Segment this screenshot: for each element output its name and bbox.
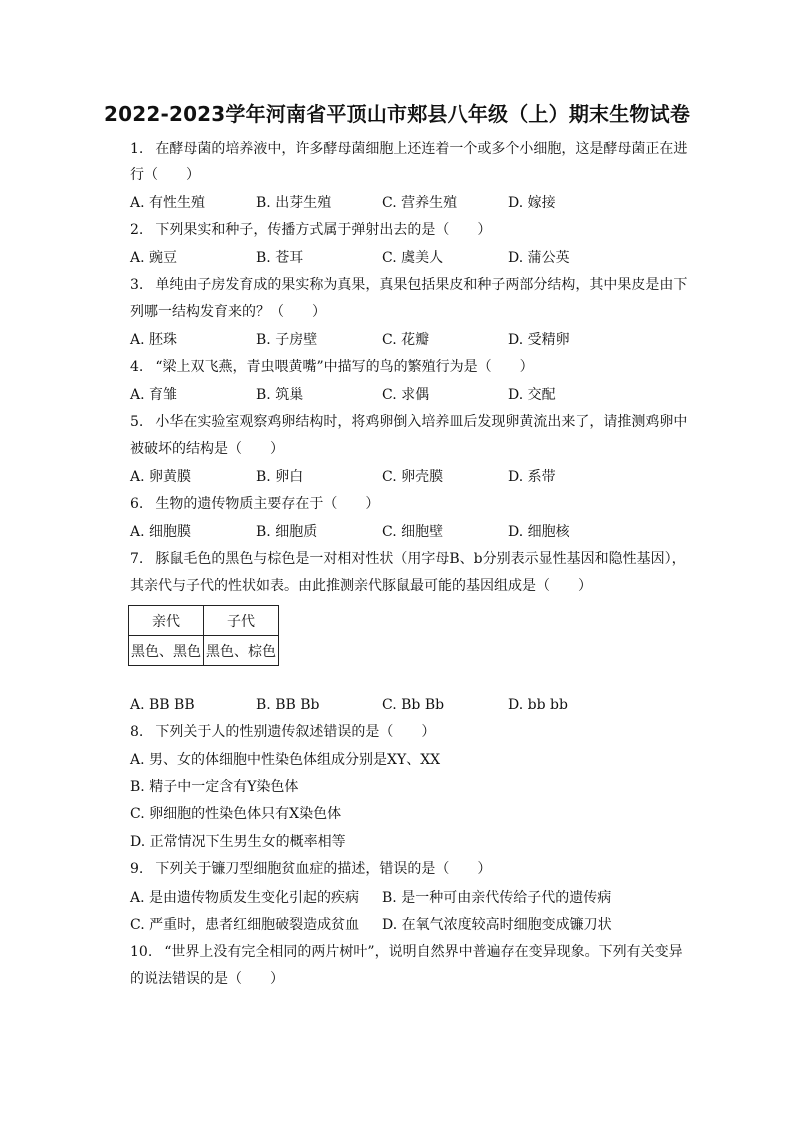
option-c: C. 卵细胞的性染色体只有X染色体: [130, 806, 342, 822]
question-text-line: 小华在实验室观察鸡卵结构时，将鸡卵倒入培养皿后发现卵黄流出来了，请推测鸡卵中: [155, 414, 688, 430]
option-b: B. 筑巢: [256, 387, 304, 403]
option-c: C. 细胞壁: [382, 524, 444, 540]
option-d: D. 嫁接: [508, 195, 556, 211]
question-5: [130, 413, 687, 431]
option-a: A. 有性生殖: [130, 195, 206, 211]
question-text-line: “梁上双飞燕，青虫喂黄嘴”中描写的鸟的繁殖行为是（ ）: [155, 359, 534, 375]
table-header-cell: 亲代: [129, 606, 204, 636]
option-b: B. 是一种可由亲代传给子代的遗传病: [382, 890, 612, 906]
option-d: D. 蒲公英: [508, 250, 570, 266]
option-a: A. 是由遗传物质发生变化引起的疾病: [130, 890, 360, 906]
question-number: 3.: [130, 277, 144, 293]
option-c: C. 营养生殖: [382, 195, 458, 211]
option-c: C. 花瓣: [382, 332, 430, 348]
option-c: C. 卵壳膜: [382, 469, 444, 485]
question-text-line: 下列果实和种子，传播方式属于弹射出去的是（ ）: [155, 222, 492, 238]
question-6: [130, 495, 379, 513]
table-header-cell: 子代: [204, 606, 279, 636]
question-text-line: 豚鼠毛色的黑色与棕色是一对相对性状（用字母B、b分别表示显性基因和隐性基因），: [155, 551, 686, 567]
option-b: B. 子房壁: [256, 332, 318, 348]
option-b: B. 精子中一定含有Y染色体: [130, 779, 299, 795]
option-a: A. 细胞膜: [130, 524, 192, 540]
table-cell: 黑色、黑色: [129, 636, 204, 666]
option-a: A. 男、女的体细胞中性染色体组成分别是XY、XX: [130, 752, 441, 768]
option-d: D. 正常情况下生男生女的概率相等: [130, 834, 346, 850]
question-number: 10.: [130, 944, 153, 960]
trait-table: [128, 605, 279, 666]
question-8: [130, 723, 435, 741]
question-1: [130, 140, 687, 158]
question-number: 6.: [130, 496, 144, 512]
option-a: A. 育雏: [130, 387, 178, 403]
question-7: [130, 550, 686, 568]
question-text-line: 列哪一结构发育来的？（ ）: [130, 304, 326, 320]
question-number: 1.: [130, 141, 144, 157]
option-b: B. 苍耳: [256, 250, 304, 266]
question-number: 7.: [130, 551, 144, 567]
option-d: D. 细胞核: [508, 524, 570, 540]
option-b: B. 卵白: [256, 469, 304, 485]
question-3: [130, 276, 687, 294]
option-a: A. BB BB: [130, 697, 195, 713]
question-4: [130, 358, 534, 376]
question-text-line: 单纯由子房发育成的果实称为真果，真果包括果皮和种子两部分结构，其中果皮是由下: [155, 277, 688, 293]
question-text-line: 被破坏的结构是（ ）: [130, 441, 284, 457]
option-d: D. 受精卵: [508, 332, 570, 348]
question-text-line: “世界上没有完全相同的两片树叶”，说明自然界中普遍存在变异现象。下列有关变异: [164, 944, 683, 960]
question-number: 9.: [130, 861, 144, 877]
option-c: C. 求偶: [382, 387, 430, 403]
page-title: 2022-2023学年河南省平顶山市郏县八年级（上）期末生物试卷: [103, 102, 691, 126]
option-d: D. 系带: [508, 469, 556, 485]
option-b: B. 细胞质: [256, 524, 318, 540]
option-d: D. 交配: [508, 387, 556, 403]
question-9: [130, 860, 491, 878]
option-b: B. BB Bb: [256, 697, 320, 713]
table-row: [129, 636, 279, 666]
table-header-row: [129, 606, 279, 636]
question-number: 5.: [130, 414, 144, 430]
option-c: C. Bb Bb: [382, 697, 445, 713]
option-b: B. 出芽生殖: [256, 195, 332, 211]
question-10: [130, 943, 683, 961]
option-a: A. 胚珠: [130, 332, 178, 348]
question-text-line: 生物的遗传物质主要存在于（ ）: [155, 496, 380, 512]
option-c: C. 严重时，患者红细胞破裂造成贫血: [130, 917, 360, 933]
option-d: D. bb bb: [508, 697, 568, 713]
option-a: A. 豌豆: [130, 250, 178, 266]
question-text-line: 在酵母菌的培养液中，许多酵母菌细胞上还连着一个或多个小细胞，这是酵母菌正在进: [155, 141, 688, 157]
question-number: 8.: [130, 724, 144, 740]
question-number: 4.: [130, 359, 144, 375]
option-a: A. 卵黄膜: [130, 469, 192, 485]
question-2: [130, 221, 491, 239]
question-text-line: 其亲代与子代的性状如表。由此推测亲代豚鼠最可能的基因组成是（ ）: [130, 578, 592, 594]
question-number: 2.: [130, 222, 144, 238]
question-text-line: 下列关于人的性别遗传叙述错误的是（ ）: [155, 724, 436, 740]
question-text-line: 行（ ）: [130, 167, 200, 183]
question-text-line: 的说法错误的是（ ）: [130, 971, 284, 987]
option-c: C. 虞美人: [382, 250, 444, 266]
table-cell: 黑色、棕色: [204, 636, 279, 666]
question-text-line: 下列关于镰刀型细胞贫血症的描述，错误的是（ ）: [155, 861, 492, 877]
option-d: D. 在氧气浓度较高时细胞变成镰刀状: [382, 917, 612, 933]
